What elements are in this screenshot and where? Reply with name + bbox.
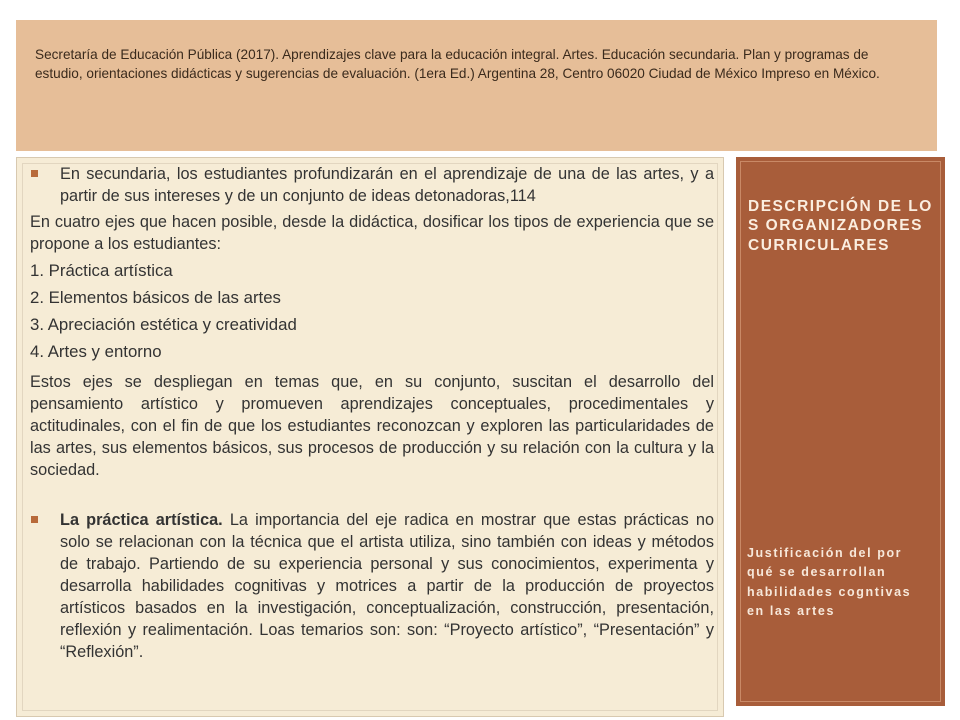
bullet-heading: La práctica artística. (60, 511, 223, 529)
square-bullet-icon (31, 516, 38, 523)
axis-item-1: 1. Práctica artística (30, 261, 173, 280)
citation-text: Secretaría de Educación Pública (2017). Aprendizajes clave para la educación integral. Artes. Educación secundaria. Plan y programas de estudio, orientaciones didácticas y sugerencias de evaluación. (1era Ed.) Argentina 28, Centro 06020 Ciudad de México Impreso en México. (35, 47, 880, 81)
bullet-text: En secundaria, los estudiantes profundizarán en el aprendizaje de una de las artes, y a partir de sus intereses y de un conjunto de ideas detonadoras,114 (60, 165, 714, 205)
square-bullet-icon (31, 170, 38, 177)
citation-header (16, 20, 937, 151)
paragraph-axes-intro: En cuatro ejes que hacen posible, desde la didáctica, dosificar los tipos de experiencia que se propone a los estudiantes: (30, 213, 714, 253)
bullet-item (30, 509, 714, 663)
main-content-text (30, 163, 714, 663)
bullet-item (30, 163, 714, 207)
axis-item-4: 4. Artes y entorno (30, 342, 162, 361)
sidebar-title: DESCRIPCIÓN DE LOS ORGANIZADORES CURRICULARES (748, 198, 933, 254)
bullet-text: La importancia del eje radica en mostrar que estas prácticas no solo se relacionan con la técnica que el artista utiliza, sino también con ideas y métodos de trabajo. Partiendo de su experiencia personal y sus conocimientos, experimenta y desarrolla habilidades cognitivas y motrices a partir de la producción de proyectos artísticos basados en la investigación, conceptualización, construcción, presentación, reflexión y realimentación. Loas temarios son: son: “Proyecto artístico”, “Presentación” y “Reflexión”. (60, 511, 715, 661)
axis-item-2: 2. Elementos básicos de las artes (30, 288, 281, 307)
sidebar-subtitle: Justificación del por qué se desarrollan habilidades cogntivas en las artes (747, 546, 912, 619)
paragraph-axes-description: Estos ejes se despliegan en temas que, en su conjunto, suscitan el desarrollo del pensamiento artístico y promueven aprendizajes conceptuales, procedimentales y actitudinales, con el fin de que los estudiantes reconozcan y exploren las particularidades de las artes, sus elementos básicos, sus procesos de producción y su relación con la cultura y la sociedad. (30, 373, 714, 479)
axis-item-3: 3. Apreciación estética y creatividad (30, 315, 297, 334)
